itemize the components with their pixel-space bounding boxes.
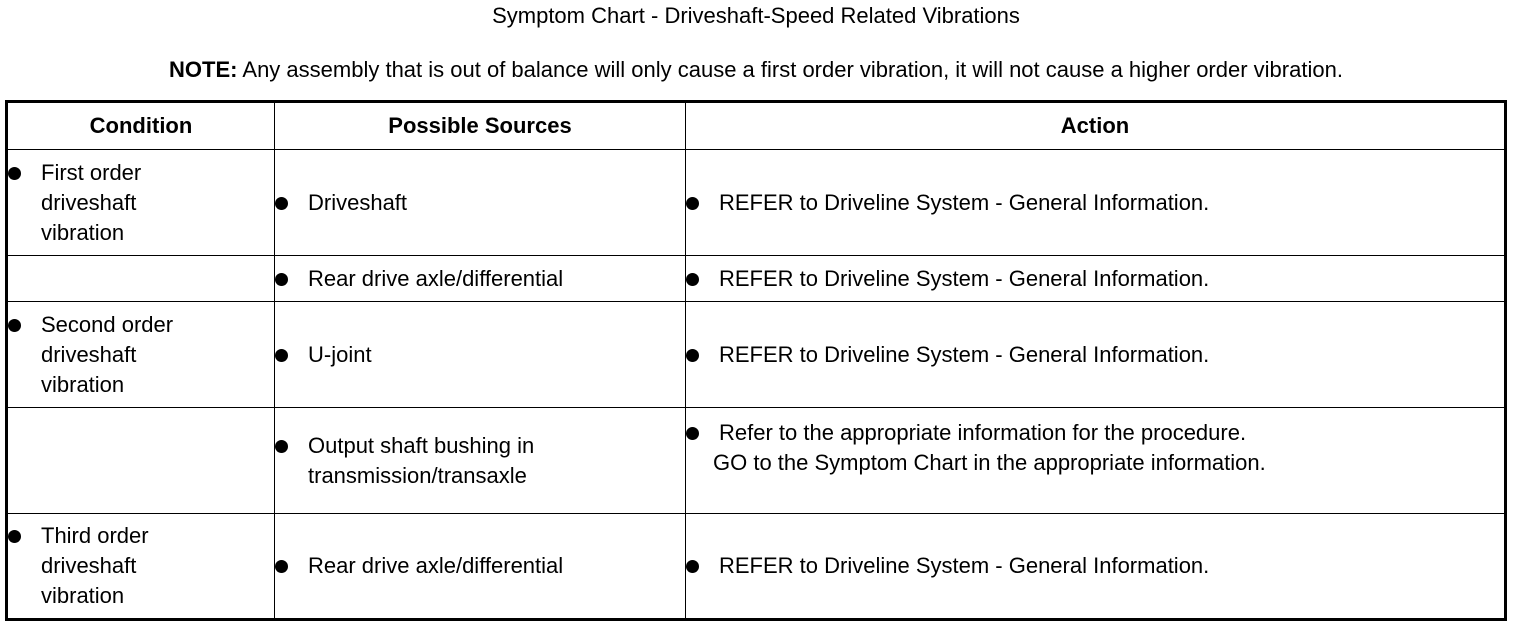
condition-cell: [7, 150, 275, 256]
page-title: Symptom Chart - Driveshaft-Speed Related Vibrations: [492, 3, 1020, 28]
table-row: [7, 514, 1506, 620]
source-cell: [275, 256, 686, 302]
table-row: [7, 256, 1506, 302]
source-item: [275, 340, 685, 370]
source-text: Output shaft bushing in transmission/transaxle: [308, 432, 535, 488]
note: [0, 57, 1512, 83]
source-item: [275, 431, 575, 491]
source-text: Rear drive axle/differential: [308, 265, 564, 291]
source-cell: [275, 302, 686, 408]
action-text: REFER to Driveline System - General Information.: [719, 189, 1210, 215]
bullet-icon: [686, 349, 699, 362]
action-cell: [686, 150, 1506, 256]
condition-item: [8, 521, 158, 611]
condition-cell: [7, 408, 275, 514]
table-row: [7, 302, 1506, 408]
source-cell: [275, 514, 686, 620]
condition-text: Second order driveshaft vibration: [41, 311, 174, 397]
action-text: Refer to the appropriate information for the procedure.: [719, 420, 1247, 445]
action-item: [686, 418, 1504, 478]
bullet-icon: [275, 560, 288, 573]
bullet-icon: [686, 427, 699, 440]
condition-text: First order driveshaft vibration: [41, 159, 142, 245]
action-item: [686, 264, 1504, 294]
header-condition: Condition: [7, 102, 275, 150]
bullet-icon: [8, 319, 21, 332]
source-text: U-joint: [308, 341, 372, 367]
table-header-row: [7, 102, 1506, 150]
bullet-icon: [275, 440, 288, 453]
bullet-icon: [275, 349, 288, 362]
symptom-chart-table: [5, 100, 1507, 621]
header-action: Action: [686, 102, 1506, 150]
condition-item: [8, 310, 198, 400]
note-text: Any assembly that is out of balance will only cause a first order vibration, it will not cause a higher order vibration.: [237, 57, 1343, 82]
condition-cell: [7, 302, 275, 408]
source-text: Rear drive axle/differential: [308, 553, 564, 578]
bullet-icon: [275, 273, 288, 286]
source-text: Driveshaft: [308, 189, 408, 215]
action-cell: [686, 302, 1506, 408]
table-row: [7, 408, 1506, 514]
source-cell: [275, 408, 686, 514]
action-text-block: [713, 418, 1504, 478]
action-cell: [686, 514, 1506, 620]
bullet-icon: [686, 273, 699, 286]
action-cell: [686, 408, 1506, 514]
source-item: [275, 264, 685, 294]
condition-text: Third order driveshaft vibration: [41, 523, 149, 608]
action-item: [686, 188, 1504, 218]
action-text: REFER to Driveline System - General Information.: [719, 341, 1210, 367]
condition-item: [8, 158, 158, 248]
condition-cell: [7, 256, 275, 302]
bullet-icon: [8, 167, 21, 180]
bullet-icon: [686, 560, 699, 573]
action-text: REFER to Driveline System - General Information.: [719, 553, 1210, 578]
note-label: NOTE:: [169, 57, 238, 82]
source-cell: [275, 150, 686, 256]
source-item: [275, 188, 685, 218]
action-item: [686, 340, 1504, 370]
source-item: [275, 551, 685, 581]
condition-cell: [7, 514, 275, 620]
bullet-icon: [8, 530, 21, 543]
header-possible-sources: Possible Sources: [275, 102, 686, 150]
bullet-icon: [275, 197, 288, 210]
action-text: REFER to Driveline System - General Information.: [719, 265, 1210, 291]
action-item: [686, 551, 1504, 581]
action-cell: [686, 256, 1506, 302]
action-text-line2: GO to the Symptom Chart in the appropriate information.: [713, 450, 1266, 475]
table-row: [7, 150, 1506, 256]
bullet-icon: [686, 197, 699, 210]
